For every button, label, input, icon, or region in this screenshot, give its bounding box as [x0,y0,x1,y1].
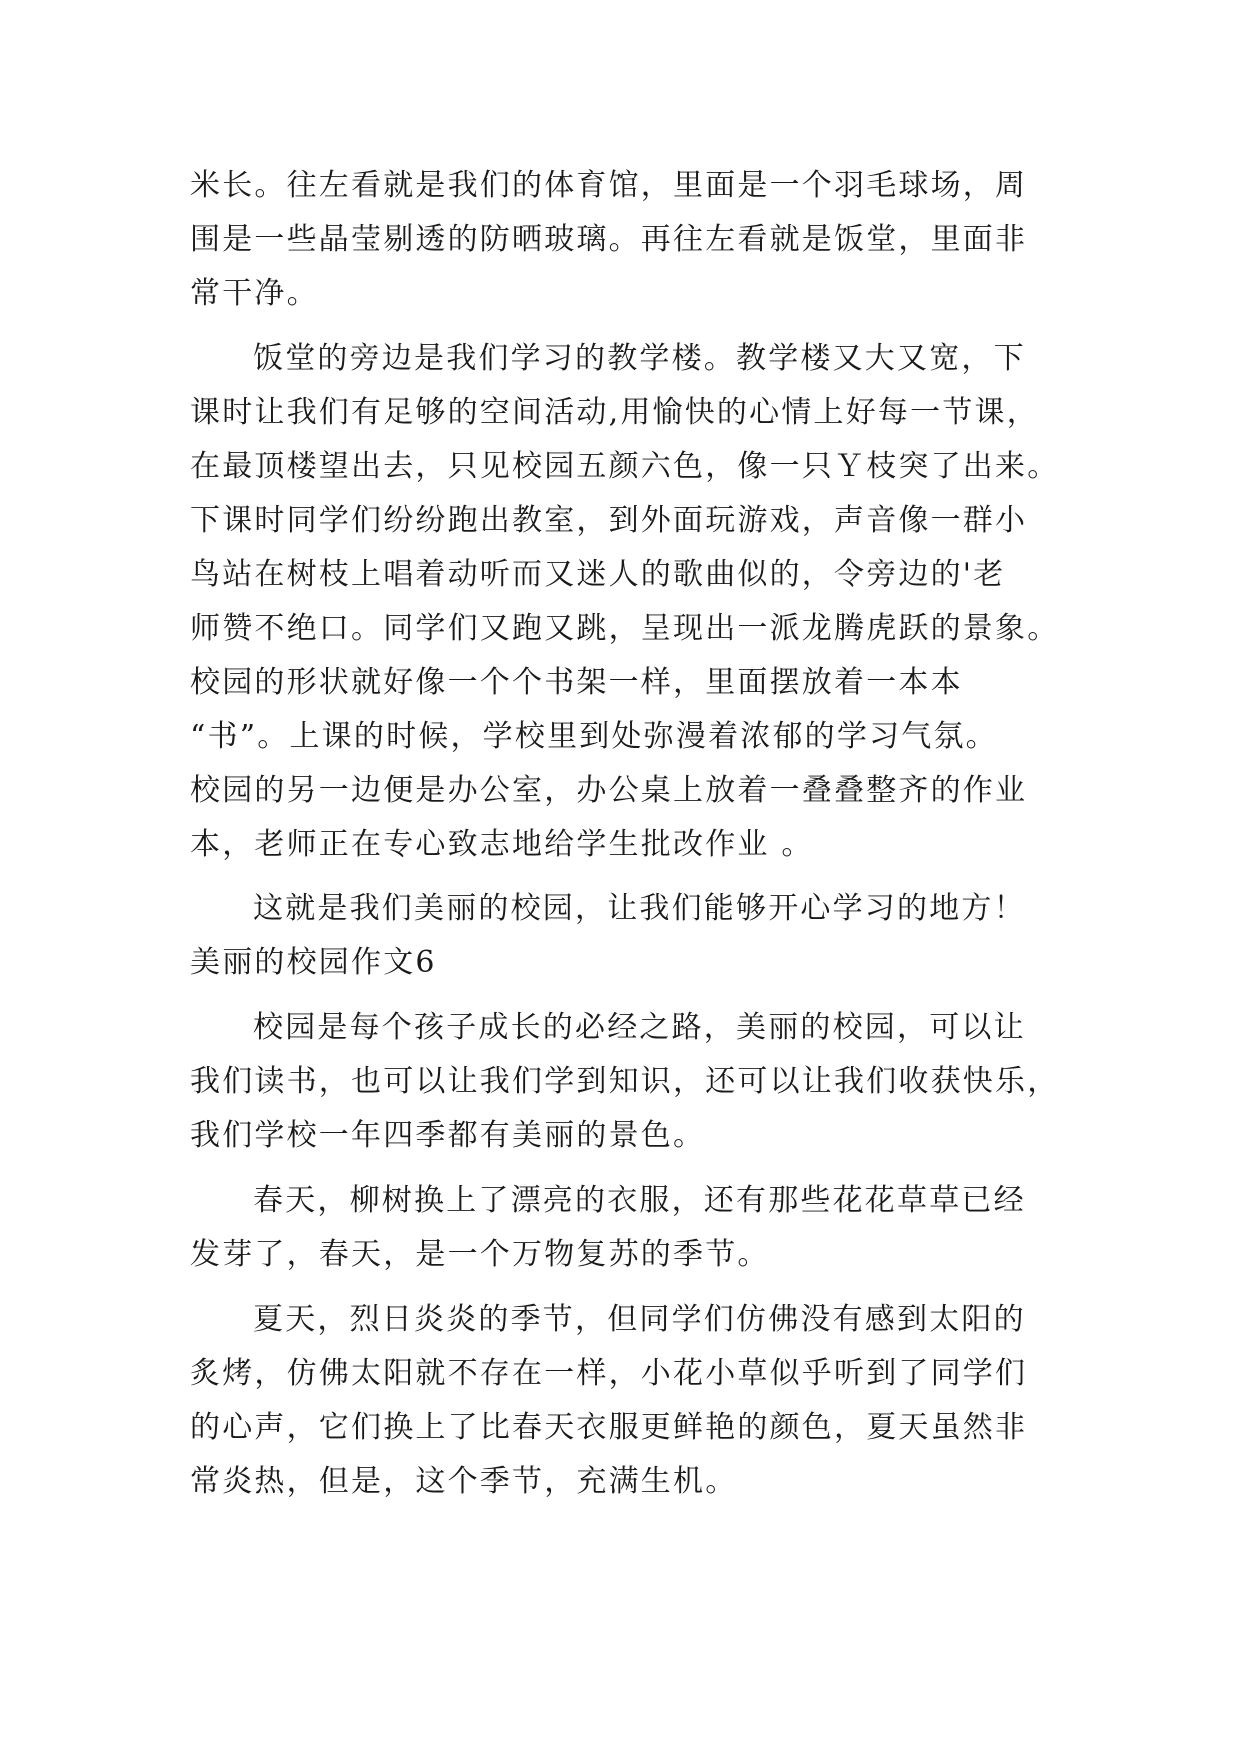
text-line: 我们读书，也可以让我们学到知识，还可以让我们收获快乐， [190,1064,1060,1099]
text-line: “书”。上课的时候，学校里到处弥漫着浓郁的学习气氛。 [190,719,998,754]
text-line: 饭堂的旁边是我们学习的教学楼。教学楼又大又宽，下 [253,341,1026,376]
text-line: 本，老师正在专心致志地给学生批改作业 。 [190,827,814,862]
text-line: 炙烤，仿佛太阳就不存在一样，小花小草似乎听到了同学们 [190,1356,1028,1391]
text-line: 课时让我们有足够的空间活动,用愉快的心情上好每一节课， [190,395,1039,430]
text-line: 在最顶楼望出去，只见校园五颜六色，像一只Ｙ枝突了出来。 [190,449,1060,484]
section-heading: 美丽的校园作文6 [190,945,437,980]
text-line: 校园的形状就好像一个个书架一样，里面摆放着一本本 [190,665,963,700]
text-line: 校园是每个孩子成长的必经之路，美丽的校园，可以让 [253,1010,1026,1045]
text-line: 的心声，它们换上了比春天衣服更鲜艳的颜色，夏天虽然非 [190,1410,1028,1445]
text-line: 围是一些晶莹剔透的防晒玻璃。再往左看就是饭堂，里面非 [190,222,1028,257]
text-line: 米长。往左看就是我们的体育馆，里面是一个羽毛球场，周 [190,168,1028,203]
text-line: 下课时同学们纷纷跑出教室，到外面玩游戏，声音像一群小 [190,503,1028,538]
text-line: 师赞不绝口。同学们又跑又跳，呈现出一派龙腾虎跃的景象。 [190,611,1060,646]
text-line: 校园的另一边便是办公室，办公桌上放着一叠叠整齐的作业 [190,773,1028,808]
text-line: 这就是我们美丽的校园，让我们能够开心学习的地方！ [253,891,1026,926]
text-line: 春天，柳树换上了漂亮的衣服，还有那些花花草草已经 [253,1183,1026,1218]
text-line: 常干净。 [190,276,319,311]
text-line: 鸟站在树枝上唱着动听而又迷人的歌曲似的，令旁边的'老 [190,557,1006,592]
text-line: 常炎热，但是，这个季节，充满生机。 [190,1464,738,1499]
text-line: 我们学校一年四季都有美丽的景色。 [190,1118,706,1153]
text-line: 夏天，烈日炎炎的季节，但同学们仿佛没有感到太阳的 [253,1302,1026,1337]
text-line: 发芽了，春天，是一个万物复苏的季节。 [190,1237,770,1272]
